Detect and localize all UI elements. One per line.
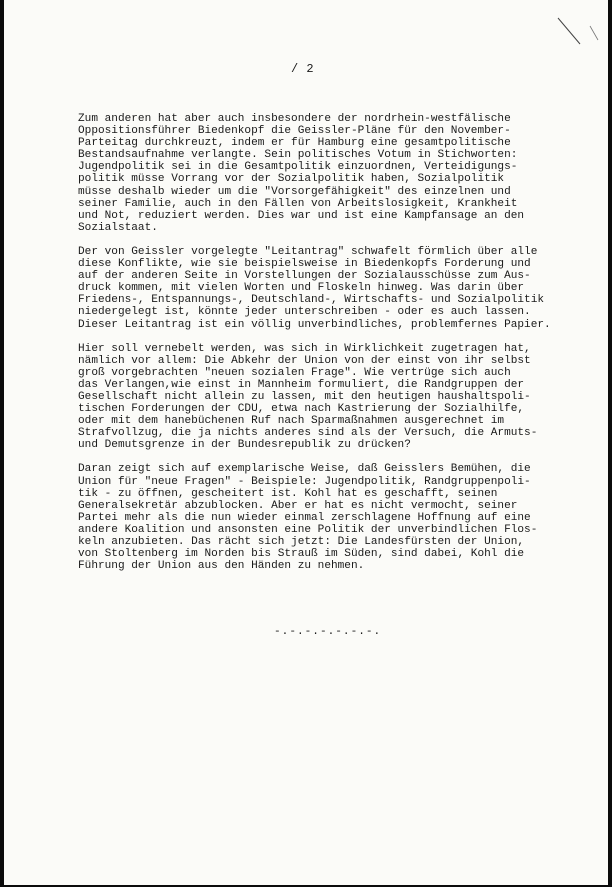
- text-line: niedergelegt ist, könnte jeder unterschreiben - oder es auch lassen.: [78, 306, 531, 319]
- text-line: Oppositionsführer Biedenkopf die Geissler-Pläne für den November-: [78, 125, 511, 138]
- text-line: Friedens-, Entspannungs-, Deutschland-, Wirtschafts- und Sozialpolitik: [78, 294, 545, 307]
- text-line: Führung der Union aus den Händen zu nehmen.: [78, 560, 365, 573]
- text-line: Hier soll vernebelt werden, was sich in Wirklichkeit zugetragen hat,: [78, 342, 531, 355]
- end-of-text-mark: -.-.-.-.-.-.-.: [274, 626, 382, 638]
- text-line: Daran zeigt sich auf exemplarische Weise, daß Geisslers Bemühen, die: [78, 463, 531, 476]
- paragraph-1: [78, 113, 606, 234]
- paragraph-4: [78, 463, 606, 572]
- text-line: oder mit dem hanebüchenen Ruf nach Sparmaßnahmen ausgerechnet im: [78, 415, 505, 428]
- paragraph-3: [78, 343, 606, 452]
- text-line: Dieser Leitantrag ist ein völlig unverbindliches, problemfernes Papier.: [78, 318, 551, 331]
- text-line: Union für "neue Fragen" - Beispiele: Jugendpolitik, Randgruppenpoli-: [78, 475, 531, 488]
- paragraph-2: [78, 246, 606, 331]
- text-line: Der von Geissler vorgelegte "Leitantrag" schwafelt förmlich über alle: [78, 245, 538, 258]
- text-line: Parteitag durchkreuzt, indem er für Hamburg eine gesamtpolitische: [78, 137, 511, 150]
- text-line: andere Koalition und ansonsten eine Politik der unverbindlichen Flos-: [78, 523, 538, 536]
- text-line: groß vorgebrachten "neuen sozialen Frage". Wie vertrüge sich auch: [78, 366, 511, 379]
- text-line: müsse deshalb wieder um die "Vorsorgefähigkeit" des einzelnen und: [78, 185, 511, 198]
- text-line: von Stoltenberg im Norden bis Strauß im Süden, sind dabei, Kohl die: [78, 548, 525, 561]
- text-line: Bestandsaufnahme verlangte. Sein politisches Votum in Stichworten:: [78, 149, 518, 162]
- text-line: tischen Forderungen der CDU, etwa nach Kastrierung der Sozialhilfe,: [78, 403, 525, 416]
- text-line: Zum anderen hat aber auch insbesondere der nordrhein-westfälische: [78, 113, 511, 125]
- text-line: seiner Familie, auch in den Fällen von Arbeitslosigkeit, Krankheit: [78, 197, 518, 210]
- text-line: Sozialstaat.: [78, 221, 158, 234]
- text-line: und Not, reduziert werden. Dies war und ist eine Kampfansage an den: [78, 209, 525, 222]
- scan-corner-mark: [528, 0, 608, 80]
- text-line: politik müsse Vorrang vor der Sozialpolitik haben, Sozialpolitik: [78, 173, 505, 186]
- text-line: nämlich vor allem: Die Abkehr der Union von der einst von ihr selbst: [78, 354, 531, 367]
- text-line: tik - zu öffnen, gescheitert ist. Kohl hat es geschafft, seinen: [78, 487, 498, 500]
- text-line: Generalsekretär abzublocken. Aber er hat es nicht vermocht, seiner: [78, 499, 518, 512]
- document-page: [4, 0, 608, 885]
- body-text: [78, 113, 606, 584]
- text-line: Strafvollzug, die ja nichts anderes sind als der Versuch, die Armuts-: [78, 427, 538, 440]
- text-line: das Verlangen,wie einst in Mannheim formuliert, die Randgruppen der: [78, 378, 525, 391]
- page-number: / 2: [291, 62, 315, 76]
- text-line: Partei mehr als die nun wieder einmal zerschlagene Hoffnung auf eine: [78, 511, 531, 524]
- text-line: diese Konflikte, wie sie beispielsweise in Biedenkopfs Forderung und: [78, 258, 531, 271]
- text-line: keln anzubieten. Das rächt sich jetzt: Die Landesfürsten der Union,: [78, 536, 525, 548]
- text-line: auf der anderen Seite in Vorstellungen der Sozialausschüsse zum Aus-: [78, 270, 531, 283]
- text-line: und Demutsgrenze in der Bundesrepublik zu drücken?: [78, 439, 411, 452]
- text-line: Jugendpolitik sei in die Gesamtpolitik einzuordnen, Verteidigungs-: [78, 161, 518, 174]
- text-line: Gesellschaft nicht allein zu lassen, mit den heutigen haushaltspoli-: [78, 390, 531, 403]
- text-line: druck kommen, mit vielen Worten und Floskeln hinweg. Was darin über: [78, 282, 525, 295]
